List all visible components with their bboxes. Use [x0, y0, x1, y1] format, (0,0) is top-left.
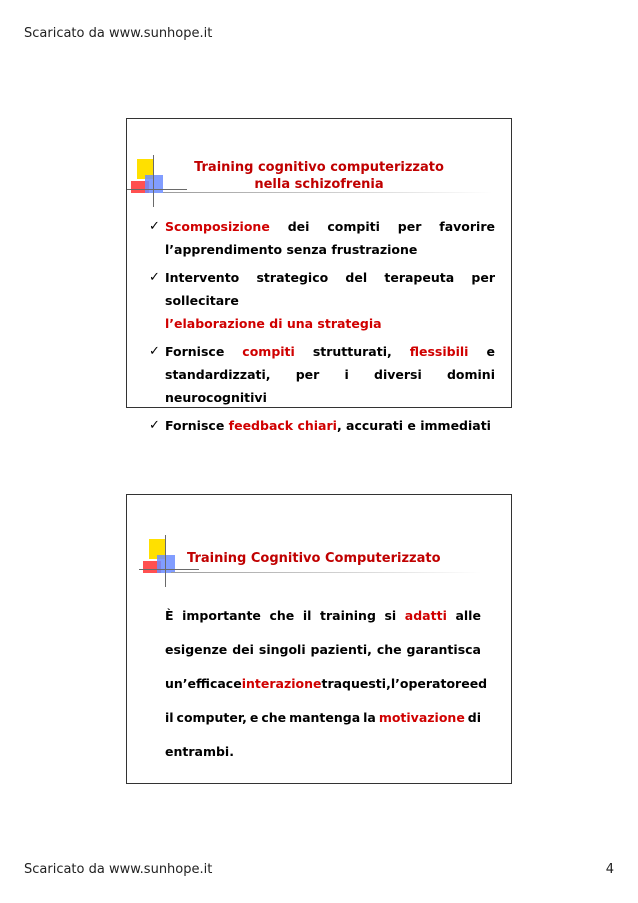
checkmark-icon: ✓ — [149, 418, 160, 433]
title-line-1: Training cognitivo computerizzato — [194, 160, 444, 175]
title-line-2: nella schizofrenia — [254, 177, 384, 192]
slide-2 — [126, 494, 512, 784]
slide-2-body — [165, 599, 488, 769]
title-underline — [171, 572, 481, 573]
page-number: 4 — [605, 862, 614, 877]
body-line: È importante che il training si adatti alle — [165, 608, 481, 623]
checkmark-icon: ✓ — [149, 219, 160, 234]
slide-2-title: Training Cognitivo Computerizzato — [187, 551, 441, 566]
body-line: il computer, e che mantenga la motivazione di — [165, 710, 481, 725]
slide-decoration-icon — [143, 539, 183, 583]
bullet-item: ✓ Fornisce compiti strutturati, flessibili e standardizzati, per i diversi domini neurocognitivi — [127, 340, 513, 409]
bullet-item: ✓ Fornisce feedback chiari, accurati e immediati — [127, 414, 513, 437]
body-line: un’efficace interazione tra questi, l’operatore ed — [165, 676, 488, 691]
slide-decoration-icon — [131, 159, 171, 203]
slide-1-title — [169, 159, 469, 193]
body-line: entrambi. — [165, 744, 234, 759]
checkmark-icon: ✓ — [149, 344, 160, 359]
slide-1 — [126, 118, 512, 433]
page-header: Scaricato da www.sunhope.it — [24, 26, 213, 41]
bullet-item: ✓ Scomposizione dei compiti per favorire l’apprendimento senza frustrazione — [127, 215, 513, 261]
bullet-list — [127, 215, 513, 442]
checkmark-icon: ✓ — [149, 270, 160, 285]
bullet-item: ✓ Intervento strategico del terapeuta per sollecitare l’elaborazione di una strategia — [127, 266, 513, 335]
body-line: esigenze dei singoli pazienti, che garantisca — [165, 642, 481, 657]
page-footer: Scaricato da www.sunhope.it — [24, 862, 213, 877]
